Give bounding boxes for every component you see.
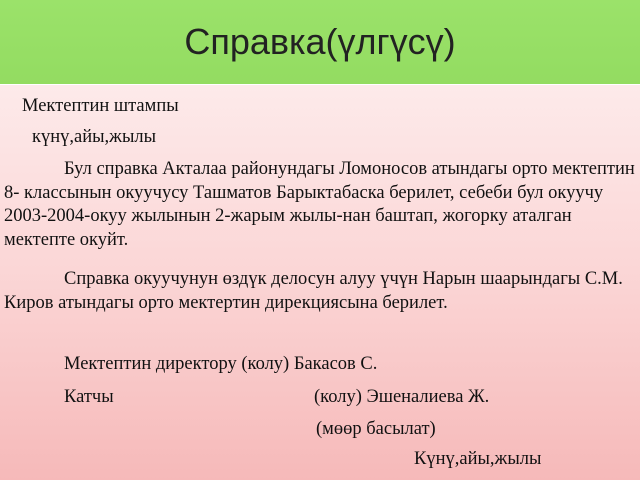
paragraph-2-text: Справка окуучунун өздүк делосун алуу үчүн Нарын шаарындагы С.М. Киров атындагы орто мектертин дирекциясына берилет. xyxy=(4,269,623,313)
secretary-label: Катчы xyxy=(64,387,114,407)
date-top-line: күнү,айы,жылы xyxy=(32,127,157,147)
seal-line: (мөөр басылат) xyxy=(316,419,436,439)
paragraph-1 xyxy=(0,158,638,252)
slide-title: Справка(үлгүсү) xyxy=(184,21,456,62)
title-bar xyxy=(0,0,640,84)
director-signature-line: Мектептин директору (колу) Бакасов С. xyxy=(64,354,378,374)
date-bottom-line: Күнү,айы,жылы xyxy=(414,449,542,469)
document-body xyxy=(0,84,640,480)
secretary-signature: (колу) Эшеналиева Ж. xyxy=(314,387,490,407)
paragraph-2 xyxy=(0,268,638,315)
paragraph-1-text: Бул справка Акталаа районундагы Ломоносов атындагы орто мектептин 8- классынын окуучусу Ташматов Барыктабаска берилет, себеби бул окуучу 2003-2004-окуу жылынын 2-жарым жылы-нан баштап, жогорку аталган мектепте окуйт. xyxy=(4,159,635,250)
school-stamp-line: Мектептин штампы xyxy=(22,96,179,116)
